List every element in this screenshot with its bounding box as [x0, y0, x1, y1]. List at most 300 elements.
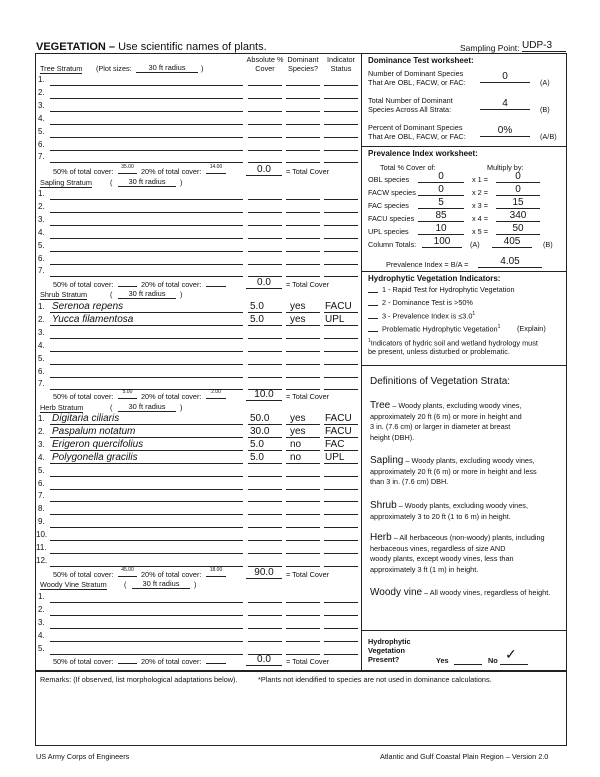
shrub-stratum-label: Shrub Stratum	[40, 290, 88, 299]
herb-dominant-field[interactable]	[286, 514, 320, 515]
woody-dominant-field[interactable]	[286, 615, 320, 616]
tree-species-field[interactable]	[50, 137, 243, 138]
row-number: 4.	[38, 113, 45, 123]
shrub-species-field[interactable]	[50, 312, 243, 313]
sapling-species-field[interactable]	[50, 212, 243, 213]
sampling-point-label: Sampling Point:	[460, 43, 520, 53]
herb-dominant-value: yes	[290, 413, 306, 424]
sapling-cover-field[interactable]	[248, 238, 282, 239]
woody-status-field[interactable]	[324, 615, 358, 616]
sapling-dominant-field[interactable]	[286, 251, 320, 252]
woody-dominant-field[interactable]	[286, 628, 320, 629]
herb-cover-field[interactable]	[248, 437, 282, 438]
sapling-species-field[interactable]	[50, 251, 243, 252]
tree-plot-value[interactable]: 30 ft radius	[136, 63, 198, 73]
shrub-dominant-field[interactable]	[286, 312, 320, 313]
herb-dominant-field[interactable]	[286, 540, 320, 541]
hydrophytic-yes-label: Yes	[436, 656, 449, 665]
tree-plot-label: (Plot sizes:	[96, 64, 132, 73]
herb-twenty-value[interactable]: 18.00	[206, 567, 226, 577]
herb-dominant-value: no	[290, 451, 302, 463]
sapling-dominant-field[interactable]	[286, 238, 320, 239]
herb-species-field[interactable]	[50, 437, 243, 438]
herb-dominant-field[interactable]	[286, 553, 320, 554]
row-number: 5.	[38, 240, 45, 250]
herb-status-field[interactable]	[324, 540, 358, 541]
dominance-q2: Total Number of Dominant Species Across All Strata:	[368, 96, 453, 114]
shrub-cover-field[interactable]	[248, 325, 282, 326]
divider-indicators	[361, 271, 567, 272]
herb-dominant-value: yes	[290, 425, 306, 437]
dominance-q1-tag: (A)	[540, 78, 550, 87]
row-number: 6.	[38, 478, 45, 488]
herb-status-value: FACU	[325, 425, 352, 437]
tree-status-field[interactable]	[324, 162, 358, 163]
hydrophytic-yes-blank[interactable]	[454, 664, 482, 665]
definition-block: Tree – Woody plants, excluding woody vines, approximately 20 ft (6 m) or more in height and 3 in. (7.6 cm) or larger in diameter at breast height (DBH).	[370, 400, 522, 442]
shrub-dominant-field[interactable]	[286, 338, 320, 339]
tree-species-field[interactable]	[50, 111, 243, 112]
woody-cover-field[interactable]	[248, 615, 282, 616]
sapling-stratum-label: Sapling Stratum	[40, 178, 92, 187]
footer-right: Atlantic and Gulf Coastal Plain Region – Version 2.0	[380, 752, 549, 761]
dominance-q1: Number of Dominant Species That Are OBL, FACW, or FAC:	[368, 69, 466, 87]
herb-status-field[interactable]	[324, 501, 358, 502]
sapling-dominant-field[interactable]	[286, 199, 320, 200]
sapling-species-field[interactable]	[50, 225, 243, 226]
herb-species-field[interactable]	[50, 553, 243, 554]
herb-cover-value: 5.0	[250, 438, 264, 450]
indicator-checkbox[interactable]	[368, 318, 378, 319]
sapling-status-field[interactable]	[324, 264, 358, 265]
prevalence-totals-b: (B)	[543, 240, 553, 249]
woody-species-field[interactable]	[50, 628, 243, 629]
shrub-dominant-field[interactable]	[286, 364, 320, 365]
prevalence-col1: Total % Cover of:	[380, 163, 436, 172]
herb-plot-close: )	[180, 403, 183, 412]
woody-status-field[interactable]	[324, 628, 358, 629]
tree-status-field[interactable]	[324, 124, 358, 125]
shrub-fifty-value[interactable]: 5.00	[118, 389, 137, 399]
remarks-label: Remarks: (If observed, list morphological adaptations below).	[40, 675, 238, 684]
shrub-twenty-value[interactable]: 2.00	[206, 389, 226, 399]
sapling-plot-value[interactable]: 30 ft radius	[118, 177, 176, 187]
woody-twenty-value[interactable]	[206, 654, 226, 664]
herb-cover-field[interactable]	[248, 501, 282, 502]
sapling-status-field[interactable]	[324, 212, 358, 213]
sapling-status-field[interactable]	[324, 251, 358, 252]
herb-dominant-field[interactable]	[286, 489, 320, 490]
shrub-dominant-field[interactable]	[286, 389, 320, 390]
tree-status-field[interactable]	[324, 150, 358, 151]
tree-cover-field[interactable]	[248, 98, 282, 99]
woody-fifty-value[interactable]	[118, 654, 137, 664]
herb-cover-field[interactable]	[248, 450, 282, 451]
row-number: 3.	[38, 327, 45, 337]
dominance-q2-tag: (B)	[540, 105, 550, 114]
row-number: 1.	[38, 302, 45, 311]
woody-dominant-field[interactable]	[286, 602, 320, 603]
herb-cover-field[interactable]	[248, 527, 282, 528]
row-number: 7.	[38, 266, 45, 276]
shrub-dominant-value: yes	[290, 313, 306, 325]
indicator-label: 1 - Rapid Test for Hydrophytic Vegetation	[382, 285, 515, 294]
shrub-fifty-label: 50% of total cover:	[53, 392, 114, 401]
shrub-cover-field[interactable]	[248, 351, 282, 352]
hydrophytic-no-label: No	[488, 656, 498, 665]
tree-stratum-label: Tree Stratum	[40, 64, 83, 73]
sapling-status-field[interactable]	[324, 199, 358, 200]
prevalence-index-value[interactable]: 4.05	[478, 256, 542, 268]
sapling-cover-field[interactable]	[248, 212, 282, 213]
herb-plot-open: (	[110, 403, 113, 412]
herb-cover-field[interactable]	[248, 476, 282, 477]
woody-total-cover[interactable]: 0.0	[246, 654, 282, 666]
sapling-cover-field[interactable]	[248, 251, 282, 252]
col-indicator-status: Indicator Status	[327, 55, 355, 73]
herb-species-field[interactable]	[50, 489, 243, 490]
herb-cover-value: 5.0	[250, 451, 264, 463]
definitions-title: Definitions of Vegetation Strata:	[370, 376, 511, 387]
row-number: 3.	[38, 214, 45, 224]
herb-dominant-field[interactable]	[286, 424, 320, 425]
tree-dominant-field[interactable]	[286, 85, 320, 86]
indicator-checkbox[interactable]	[368, 305, 378, 306]
row-number: 2.	[38, 201, 45, 211]
herb-species-field[interactable]	[50, 476, 243, 477]
col-dominant-species: Dominant Species?	[287, 55, 319, 73]
woody-plot-close: )	[194, 580, 197, 589]
shrub-twenty-label: 20% of total cover:	[141, 392, 202, 401]
shrub-status-field[interactable]	[324, 351, 358, 352]
herb-status-field[interactable]	[324, 424, 358, 425]
definition-block: Shrub – Woody plants, excluding woody vines, approximately 3 to 20 ft (1 to 6 m) in height.	[370, 500, 528, 521]
sapling-cover-field[interactable]	[248, 225, 282, 226]
hydrophytic-label: Hydrophytic Vegetation Present?	[368, 637, 411, 664]
sapling-species-field[interactable]	[50, 238, 243, 239]
form-title	[36, 41, 267, 53]
tree-cover-field[interactable]	[248, 111, 282, 112]
tree-status-field[interactable]	[324, 85, 358, 86]
row-number: 5.	[38, 465, 45, 475]
herb-dominant-field[interactable]	[286, 476, 320, 477]
herb-species-field[interactable]	[50, 540, 243, 541]
shrub-status-field[interactable]	[324, 364, 358, 365]
tree-status-field[interactable]	[324, 98, 358, 99]
herb-twenty-label: 20% of total cover:	[141, 570, 202, 579]
row-number: 11.	[36, 543, 47, 552]
sapling-twenty-value[interactable]	[206, 277, 226, 287]
row-number: 7.	[38, 491, 45, 501]
tree-cover-field[interactable]	[248, 137, 282, 138]
woody-species-field[interactable]	[50, 602, 243, 603]
herb-total-cover[interactable]: 90.0	[246, 567, 282, 579]
remarks-note: *Plants not idendified to species are not used in dominance calculations.	[258, 675, 492, 684]
prevalence-row-cover[interactable]: 0	[418, 171, 464, 183]
prevalence-row-result[interactable]: 0	[496, 184, 540, 196]
shrub-status-field[interactable]	[324, 338, 358, 339]
shrub-species-field[interactable]	[50, 364, 243, 365]
row-number: 1.	[38, 414, 45, 423]
row-number: 4.	[38, 630, 45, 640]
sapling-plot-close: )	[180, 178, 183, 187]
prevalence-row-cover[interactable]: 10	[418, 223, 464, 235]
herb-dominant-field[interactable]	[286, 566, 320, 567]
tree-cover-field[interactable]	[248, 150, 282, 151]
prevalence-row-result[interactable]: 0	[496, 171, 540, 183]
shrub-status-field[interactable]	[324, 377, 358, 378]
title-bold: VEGETATION –	[36, 41, 116, 53]
hydrophytic-no-blank	[500, 664, 528, 665]
shrub-status-field[interactable]	[324, 325, 358, 326]
row-number: 2.	[38, 604, 45, 614]
definition-block: Herb – All herbaceous (non-woody) plants, including herbaceous vines, regardless of size AND woody plants, except woody vines, less than approximately 3 ft (1 m) in height.	[370, 532, 545, 574]
row-number: 3.	[38, 100, 45, 110]
sapling-cover-field[interactable]	[248, 199, 282, 200]
indicator-checkbox[interactable]	[368, 292, 378, 293]
row-number: 6.	[38, 253, 45, 263]
prevalence-row-mult: x 3 =	[472, 201, 489, 210]
woody-dominant-field[interactable]	[286, 654, 320, 655]
row-number: 4.	[38, 452, 45, 462]
shrub-cover-field[interactable]	[248, 312, 282, 313]
prevalence-row-cover[interactable]: 5	[418, 197, 464, 209]
dominance-q3-value[interactable]: 0%	[480, 125, 530, 137]
herb-species-field[interactable]	[50, 514, 243, 515]
tree-fifty-value[interactable]: 35.00	[118, 164, 137, 174]
prevalence-row-result[interactable]: 340	[496, 210, 540, 222]
herb-status-field[interactable]	[324, 450, 358, 451]
herb-cover-value: 50.0	[250, 413, 270, 424]
shrub-status-value: UPL	[325, 313, 345, 325]
herb-species-name: Erigeron quercifolius	[52, 438, 144, 450]
tree-dominant-field[interactable]	[286, 162, 320, 163]
shrub-species-field[interactable]	[50, 351, 243, 352]
prevalence-row-cover[interactable]: 0	[418, 184, 464, 196]
shrub-species-field[interactable]	[50, 377, 243, 378]
row-number: 9.	[38, 517, 45, 527]
prevalence-row-mult: x 4 =	[472, 214, 489, 223]
herb-species-field[interactable]	[50, 527, 243, 528]
prevalence-row-label: FACU species	[368, 214, 415, 223]
herb-status-field[interactable]	[324, 476, 358, 477]
sapling-fifty-value[interactable]	[118, 277, 137, 287]
shrub-status-field[interactable]	[324, 312, 358, 313]
herb-cover-field[interactable]	[248, 489, 282, 490]
prevalence-row-mult: x 5 =	[472, 227, 489, 236]
shrub-total-cover[interactable]: 10.0	[246, 389, 282, 401]
tree-twenty-value[interactable]: 14.00	[206, 164, 226, 174]
herb-status-field[interactable]	[324, 514, 358, 515]
tree-species-field[interactable]	[50, 85, 243, 86]
tree-dominant-field[interactable]	[286, 124, 320, 125]
herb-cover-field[interactable]	[248, 424, 282, 425]
prevalence-row-result[interactable]: 50	[496, 223, 540, 235]
shrub-cover-field[interactable]	[248, 338, 282, 339]
dominance-q3-tag: (A/B)	[540, 132, 557, 141]
herb-cover-field[interactable]	[248, 463, 282, 464]
shrub-dominant-field[interactable]	[286, 325, 320, 326]
herb-status-field[interactable]	[324, 566, 358, 567]
herb-dominant-value: no	[290, 438, 302, 450]
sapling-plot-open: (	[110, 178, 113, 187]
herb-stratum-label: Herb Stratum	[40, 403, 84, 412]
prevalence-totals-label: Column Totals:	[368, 240, 417, 249]
woody-plot-value[interactable]: 30 ft radius	[132, 579, 190, 589]
herb-species-field[interactable]	[50, 450, 243, 451]
row-number: 10.	[36, 530, 48, 540]
shrub-cover-field[interactable]	[248, 377, 282, 378]
prevalence-row-label: UPL species	[368, 227, 409, 236]
sapling-species-field[interactable]	[50, 199, 243, 200]
herb-cover-field[interactable]	[248, 553, 282, 554]
definition-block: Sapling – Woody plants, excluding woody vines, approximately 20 ft (6 m) or more in height and less than 3 in. (7.6 cm) DBH.	[370, 455, 537, 486]
herb-status-field[interactable]	[324, 553, 358, 554]
shrub-species-field[interactable]	[50, 338, 243, 339]
tree-fifty-label: 50% of total cover:	[53, 167, 114, 176]
woody-stratum-label: Woody Vine Stratum	[40, 580, 107, 589]
shrub-plot-close: )	[180, 290, 183, 299]
sapling-status-field[interactable]	[324, 276, 358, 277]
tree-cover-field[interactable]	[248, 124, 282, 125]
dominance-q1-value[interactable]: 0	[480, 71, 530, 83]
herb-dominant-field[interactable]	[286, 527, 320, 528]
herb-plot-value[interactable]: 30 ft radius	[118, 402, 176, 412]
tree-cover-field[interactable]	[248, 85, 282, 86]
shrub-cover-field[interactable]	[248, 364, 282, 365]
woody-dominant-field[interactable]	[286, 641, 320, 642]
woody-cover-field[interactable]	[248, 602, 282, 603]
indicator-checkbox[interactable]	[368, 331, 378, 332]
tree-species-field[interactable]	[50, 124, 243, 125]
herb-status-field[interactable]	[324, 489, 358, 490]
herb-status-field[interactable]	[324, 527, 358, 528]
row-number: 1.	[38, 189, 45, 198]
prevalence-totals-cover[interactable]: 100	[422, 236, 462, 248]
shrub-cover-value: 5.0	[250, 301, 264, 312]
hydrophytic-no-check[interactable]: ✓	[505, 646, 517, 662]
sapling-dominant-field[interactable]	[286, 212, 320, 213]
tree-species-field[interactable]	[50, 150, 243, 151]
shrub-cover-value: 5.0	[250, 313, 264, 325]
woody-plot-open: (	[124, 580, 127, 589]
tree-dominant-field[interactable]	[286, 111, 320, 112]
woody-status-field[interactable]	[324, 654, 358, 655]
dominance-q3: Percent of Dominant Species That Are OBL, FACW, or FAC:	[368, 123, 466, 141]
shrub-status-value: FACU	[325, 301, 352, 312]
sapling-status-field[interactable]	[324, 238, 358, 239]
prevalence-row-cover[interactable]: 85	[418, 210, 464, 222]
tree-dominant-field[interactable]	[286, 137, 320, 138]
herb-dominant-field[interactable]	[286, 437, 320, 438]
shrub-species-name: Serenoa repens	[52, 301, 124, 312]
tree-total-cover[interactable]: 0.0	[246, 164, 282, 176]
sapling-dominant-field[interactable]	[286, 225, 320, 226]
row-number: 1.	[38, 75, 45, 84]
herb-dominant-field[interactable]	[286, 450, 320, 451]
prevalence-totals-result[interactable]: 405	[492, 236, 532, 248]
herb-species-name: Paspalum notatum	[52, 425, 136, 437]
sapling-total-cover[interactable]: 0.0	[246, 277, 282, 289]
dominance-title: Dominance Test worksheet:	[368, 56, 474, 65]
sapling-species-field[interactable]	[50, 264, 243, 265]
row-number: 4.	[38, 340, 45, 350]
woody-status-field[interactable]	[324, 602, 358, 603]
herb-species-field[interactable]	[50, 424, 243, 425]
prevalence-row-label: FACW species	[368, 188, 416, 197]
tree-dominant-field[interactable]	[286, 150, 320, 151]
sapling-dominant-field[interactable]	[286, 264, 320, 265]
row-number: 4.	[38, 227, 45, 237]
shrub-dominant-field[interactable]	[286, 377, 320, 378]
prevalence-row-label: OBL species	[368, 175, 410, 184]
row-number: 5.	[38, 126, 45, 136]
herb-cover-field[interactable]	[248, 514, 282, 515]
woody-cover-field[interactable]	[248, 628, 282, 629]
herb-status-field[interactable]	[324, 437, 358, 438]
tree-status-field[interactable]	[324, 111, 358, 112]
herb-species-field[interactable]	[50, 501, 243, 502]
row-number: 3.	[38, 617, 45, 627]
woody-status-field[interactable]	[324, 641, 358, 642]
herb-status-field[interactable]	[324, 463, 358, 464]
sapling-status-field[interactable]	[324, 225, 358, 226]
herb-dominant-field[interactable]	[286, 501, 320, 502]
woody-total-label: = Total Cover	[286, 657, 330, 666]
tree-total-label: = Total Cover	[286, 167, 330, 176]
dominance-q2-value[interactable]: 4	[480, 98, 530, 110]
prevalence-index-label: Prevalence Index = B/A =	[386, 260, 469, 269]
prevalence-row-label: FAC species	[368, 201, 409, 210]
prevalence-row-mult: x 2 =	[472, 188, 489, 197]
herb-species-field[interactable]	[50, 463, 243, 464]
prevalence-title: Prevalence Index worksheet:	[368, 149, 478, 158]
shrub-status-field[interactable]	[324, 389, 358, 390]
herb-cover-field[interactable]	[248, 540, 282, 541]
indicator-label: 3 - Prevalence Index is $\le 3.0^1$	[382, 311, 476, 321]
tree-dominant-field[interactable]	[286, 98, 320, 99]
woody-species-field[interactable]	[50, 615, 243, 616]
row-number: 12.	[36, 555, 48, 565]
herb-fifty-value[interactable]: 45.00	[118, 567, 137, 577]
row-number: 6.	[38, 366, 45, 376]
prevalence-row-result[interactable]: 15	[496, 197, 540, 209]
prevalence-row-mult: x 1 =	[472, 175, 489, 184]
herb-cover-value: 30.0	[250, 425, 270, 437]
woody-cover-field[interactable]	[248, 641, 282, 642]
herb-status-value: FAC	[325, 438, 345, 450]
sapling-twenty-label: 20% of total cover:	[141, 280, 202, 289]
col-absolute-cover: Absolute % Cover	[246, 55, 284, 73]
herb-total-label: = Total Cover	[286, 570, 330, 579]
woody-species-field[interactable]	[50, 641, 243, 642]
sapling-dominant-field[interactable]	[286, 276, 320, 277]
herb-dominant-field[interactable]	[286, 463, 320, 464]
sapling-cover-field[interactable]	[248, 264, 282, 265]
herb-fifty-label: 50% of total cover:	[53, 570, 114, 579]
shrub-plot-value[interactable]: 30 ft radius	[118, 289, 176, 299]
indicators-title: Hydrophytic Vegetation Indicators:	[368, 274, 501, 283]
indicator-explain: (Explain)	[517, 324, 546, 333]
sampling-point-value[interactable]: UDP-3	[522, 40, 566, 52]
shrub-dominant-field[interactable]	[286, 351, 320, 352]
tree-status-field[interactable]	[324, 137, 358, 138]
indicator-label: Problematic Hydrophytic Vegetation$^1$	[382, 324, 501, 334]
shrub-species-field[interactable]	[50, 325, 243, 326]
footer-left: US Army Corps of Engineers	[36, 752, 130, 761]
tree-species-field[interactable]	[50, 98, 243, 99]
indicator-label: 2 - Dominance Test is >50%	[382, 298, 473, 307]
